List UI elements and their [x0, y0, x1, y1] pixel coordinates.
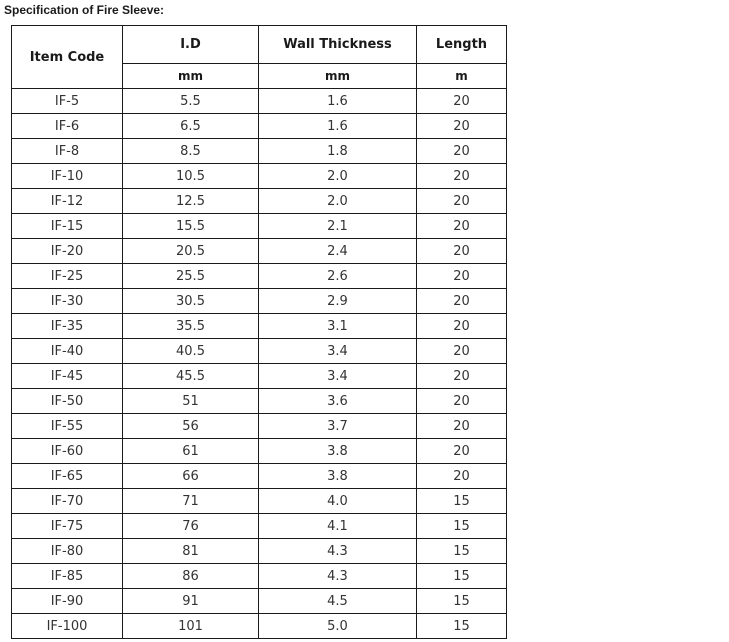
table-row [12, 514, 507, 539]
cell-length: 20 [417, 89, 507, 114]
cell-id: 66 [123, 464, 259, 489]
table-row [12, 539, 507, 564]
cell-item-code: IF-60 [12, 439, 123, 464]
table-row [12, 239, 507, 264]
cell-wall-thickness: 3.4 [259, 364, 417, 389]
cell-wall-thickness: 3.8 [259, 439, 417, 464]
header-row [12, 26, 507, 64]
cell-id: 76 [123, 514, 259, 539]
cell-id: 35.5 [123, 314, 259, 339]
table-row [12, 439, 507, 464]
cell-length: 15 [417, 564, 507, 589]
header-wall-thickness: Wall Thickness [259, 26, 417, 64]
header-item-code: Item Code [12, 26, 123, 89]
unit-length: m [417, 64, 507, 89]
cell-length: 15 [417, 489, 507, 514]
cell-length: 20 [417, 339, 507, 364]
cell-item-code: IF-25 [12, 264, 123, 289]
cell-item-code: IF-65 [12, 464, 123, 489]
cell-wall-thickness: 2.4 [259, 239, 417, 264]
cell-length: 20 [417, 414, 507, 439]
cell-length: 20 [417, 439, 507, 464]
table-row [12, 189, 507, 214]
cell-length: 20 [417, 164, 507, 189]
cell-wall-thickness: 4.3 [259, 539, 417, 564]
cell-wall-thickness: 2.0 [259, 164, 417, 189]
cell-wall-thickness: 3.4 [259, 339, 417, 364]
cell-length: 20 [417, 114, 507, 139]
cell-item-code: IF-40 [12, 339, 123, 364]
table-row [12, 164, 507, 189]
cell-length: 15 [417, 614, 507, 639]
cell-length: 15 [417, 514, 507, 539]
table-row [12, 364, 507, 389]
cell-id: 40.5 [123, 339, 259, 364]
cell-id: 61 [123, 439, 259, 464]
table-row [12, 489, 507, 514]
header-length: Length [417, 26, 507, 64]
cell-length: 20 [417, 364, 507, 389]
cell-id: 6.5 [123, 114, 259, 139]
cell-item-code: IF-10 [12, 164, 123, 189]
table-row [12, 414, 507, 439]
cell-id: 30.5 [123, 289, 259, 314]
unit-wall-thickness: mm [259, 64, 417, 89]
table-row [12, 214, 507, 239]
cell-wall-thickness: 1.8 [259, 139, 417, 164]
header-id: I.D [123, 26, 259, 64]
cell-id: 86 [123, 564, 259, 589]
table-header [12, 26, 507, 89]
cell-id: 25.5 [123, 264, 259, 289]
table-row [12, 314, 507, 339]
table-row [12, 564, 507, 589]
cell-wall-thickness: 2.1 [259, 214, 417, 239]
cell-wall-thickness: 3.6 [259, 389, 417, 414]
cell-item-code: IF-80 [12, 539, 123, 564]
spec-table [11, 25, 507, 639]
cell-id: 51 [123, 389, 259, 414]
document-title: Specification of Fire Sleeve: [4, 3, 165, 17]
cell-item-code: IF-75 [12, 514, 123, 539]
cell-wall-thickness: 2.6 [259, 264, 417, 289]
cell-item-code: IF-5 [12, 89, 123, 114]
cell-item-code: IF-20 [12, 239, 123, 264]
cell-length: 20 [417, 239, 507, 264]
table-row [12, 264, 507, 289]
cell-length: 20 [417, 314, 507, 339]
cell-id: 71 [123, 489, 259, 514]
table-row [12, 139, 507, 164]
cell-length: 20 [417, 464, 507, 489]
cell-item-code: IF-8 [12, 139, 123, 164]
cell-id: 56 [123, 414, 259, 439]
cell-wall-thickness: 4.5 [259, 589, 417, 614]
cell-length: 20 [417, 264, 507, 289]
table-row [12, 89, 507, 114]
cell-id: 10.5 [123, 164, 259, 189]
cell-wall-thickness: 1.6 [259, 89, 417, 114]
cell-id: 12.5 [123, 189, 259, 214]
cell-wall-thickness: 5.0 [259, 614, 417, 639]
table-body [12, 89, 507, 639]
cell-item-code: IF-35 [12, 314, 123, 339]
table-row [12, 289, 507, 314]
cell-wall-thickness: 3.8 [259, 464, 417, 489]
cell-wall-thickness: 1.6 [259, 114, 417, 139]
table-row [12, 389, 507, 414]
cell-item-code: IF-50 [12, 389, 123, 414]
cell-item-code: IF-30 [12, 289, 123, 314]
cell-id: 15.5 [123, 214, 259, 239]
cell-item-code: IF-85 [12, 564, 123, 589]
cell-id: 101 [123, 614, 259, 639]
cell-wall-thickness: 3.1 [259, 314, 417, 339]
cell-length: 20 [417, 389, 507, 414]
table-row [12, 589, 507, 614]
cell-wall-thickness: 4.0 [259, 489, 417, 514]
cell-length: 15 [417, 589, 507, 614]
cell-item-code: IF-45 [12, 364, 123, 389]
cell-length: 20 [417, 189, 507, 214]
cell-wall-thickness: 3.7 [259, 414, 417, 439]
cell-id: 91 [123, 589, 259, 614]
cell-item-code: IF-100 [12, 614, 123, 639]
table-row [12, 339, 507, 364]
cell-item-code: IF-90 [12, 589, 123, 614]
cell-item-code: IF-6 [12, 114, 123, 139]
cell-wall-thickness: 2.9 [259, 289, 417, 314]
cell-item-code: IF-70 [12, 489, 123, 514]
cell-id: 81 [123, 539, 259, 564]
cell-id: 8.5 [123, 139, 259, 164]
cell-wall-thickness: 4.1 [259, 514, 417, 539]
cell-id: 45.5 [123, 364, 259, 389]
cell-length: 20 [417, 214, 507, 239]
cell-length: 20 [417, 289, 507, 314]
cell-wall-thickness: 2.0 [259, 189, 417, 214]
table-row [12, 114, 507, 139]
cell-item-code: IF-15 [12, 214, 123, 239]
cell-item-code: IF-12 [12, 189, 123, 214]
cell-id: 5.5 [123, 89, 259, 114]
cell-length: 15 [417, 539, 507, 564]
unit-id: mm [123, 64, 259, 89]
cell-length: 20 [417, 139, 507, 164]
cell-id: 20.5 [123, 239, 259, 264]
cell-wall-thickness: 4.3 [259, 564, 417, 589]
table-row [12, 614, 507, 639]
cell-item-code: IF-55 [12, 414, 123, 439]
table-row [12, 464, 507, 489]
